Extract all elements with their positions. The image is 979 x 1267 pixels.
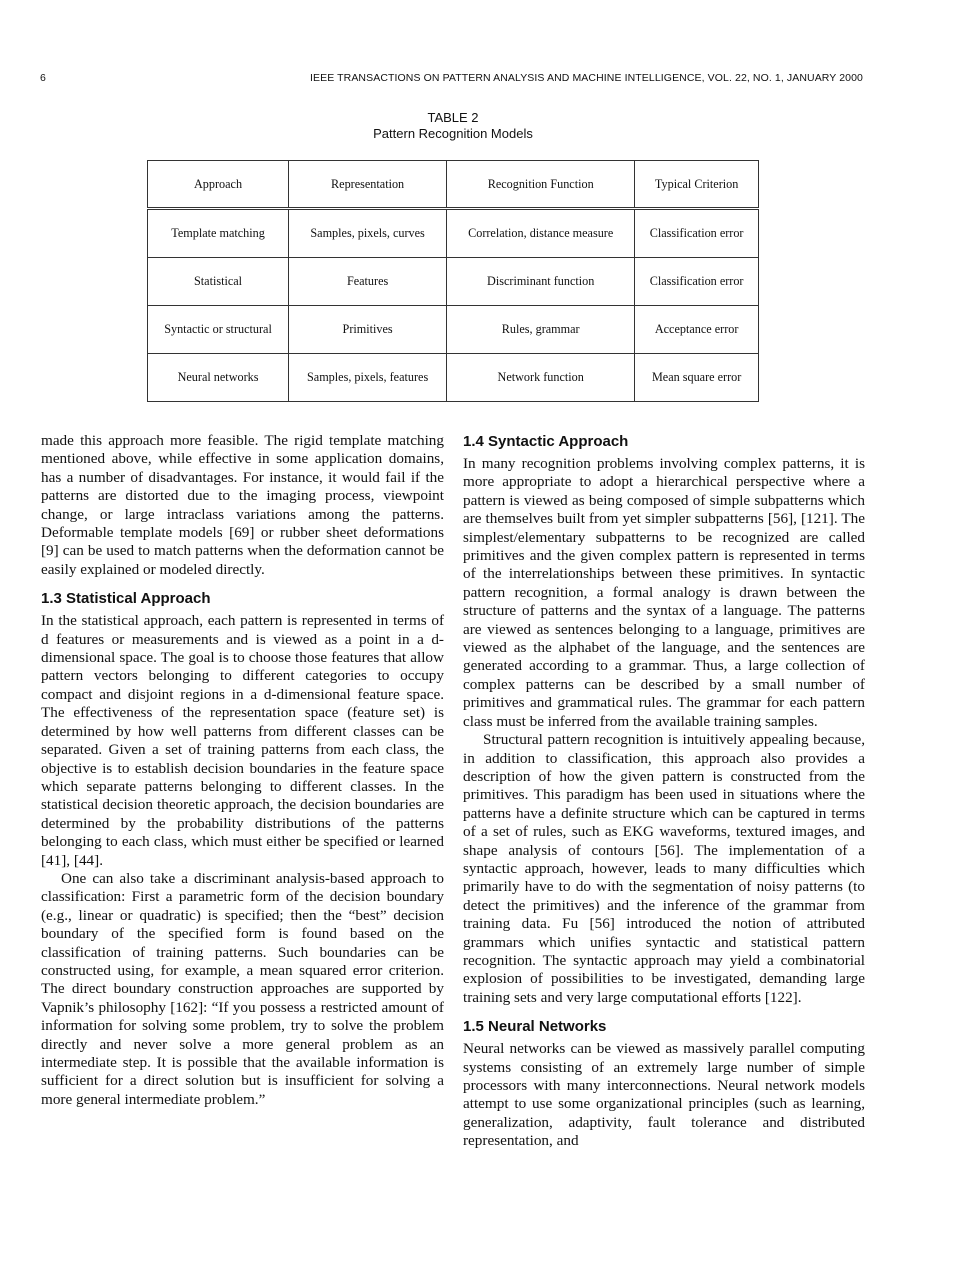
table-cell: Samples, pixels, features [289,354,447,402]
table-header-cell: Representation [289,161,447,209]
journal-header: IEEE TRANSACTIONS ON PATTERN ANALYSIS AND MACHINE INTELLIGENCE, VOL. 22, NO. 1, JANUARY 2000 [309,72,863,84]
table-cell: Discriminant function [447,258,635,306]
paragraph: Structural pattern recognition is intuitively appealing because, in addition to classification, this approach also provides a description of how the given pattern is constructed from the primitives. This paradigm has been used in situations where the patterns have a definite structure which can be captured in terms of a set of rules, such as EKG waveforms, textured images, and shape analysis of contours [56]. The implementation of a syntactic approach, however, leads to many difficulties which primarily have to do with the segmentation of noisy patterns (to detect the primitives) and the inference of the grammar from training data. Fu [56] introduced the notion of attributed grammars which unifies syntactic and statistical pattern recognition. The syntactic approach may yield a combinatorial explosion of possibilities to be investigated, demanding large training sets and very large computational efforts [122]. [463,731,865,1006]
table-cell: Rules, grammar [447,306,635,354]
table-row [148,209,759,258]
table-cell: Features [289,258,447,306]
paragraph: Neural networks can be viewed as massively parallel computing systems consisting of an extremely large number of simple processors with many interconnections. Neural network models attempt to use some organizational principles (such as learning, generalization, adaptivity, fault tolerance and distributed representation, and [463,1040,865,1150]
table-cell: Primitives [289,306,447,354]
page-number: 6 [40,72,46,84]
section-heading-statistical: 1.3 Statistical Approach [41,590,211,608]
table-caption [0,110,906,142]
running-header [40,72,863,88]
table-cell: Mean square error [635,354,759,402]
table-cell: Classification error [635,258,759,306]
paragraph: In many recognition problems involving complex patterns, it is more appropriate to adopt a hierarchical perspective where a pattern is viewed as being composed of simple subpatterns which are themselves built from yet simpler subpatterns [56], [121]. The simplest/elementary subpatterns to be recognized are called primitives and the given complex pattern is represented in terms of the interrelationships between these primitives. In syntactic pattern recognition, a formal analogy is drawn between the structure of patterns and the syntax of a language. The patterns are viewed as sentences belonging to a language, primitives are viewed as the alphabet of the language, and the sentences are generated according to a grammar. Thus, a large collection of complex patterns can be described by a small number of primitives and grammatical rules. The grammar for each pattern class must be inferred from the available training samples. [463,455,865,730]
table-cell: Acceptance error [635,306,759,354]
table-cell: Template matching [148,209,289,258]
table-title: Pattern Recognition Models [373,126,533,141]
table-cell: Samples, pixels, curves [289,209,447,258]
table-header-row [148,161,759,209]
left-column [41,432,444,1109]
table-row [148,258,759,306]
section-heading-neural-networks: 1.5 Neural Networks [463,1018,607,1036]
right-column [463,432,865,1151]
paragraph: One can also take a discriminant analysis-based approach to classification: First a parametric form of the decision boundary (e.g., linear or quadratic) is specified; then the “best” decision boundary of the specified form is found based on the classification of training patterns. Such boundaries can be constructed using, for example, a mean squared error criterion. The direct boundary construction approaches are supported by Vapnik’s philosophy [162]: “If you possess a restricted amount of information for solving some problem, try to solve the problem directly and never solve a more general problem as an intermediate step. It is possible that the available information is sufficient for a direct solution but is insufficient for solving a more general intermediate problem.” [41,869,444,1108]
table-cell: Network function [447,354,635,402]
table-header-cell: Approach [148,161,289,209]
table-row [148,354,759,402]
table-cell: Correlation, distance measure [447,209,635,258]
table-cell: Neural networks [148,354,289,402]
table-cell: Statistical [148,258,289,306]
section-heading-syntactic: 1.4 Syntactic Approach [463,433,629,450]
table-row [148,306,759,354]
table-cell: Syntactic or structural [148,306,289,354]
paragraph: made this approach more feasible. The rigid template matching mentioned above, while effective in some application domains, has a number of disadvantages. For instance, it would fail if the patterns are distorted due to the imaging process, viewpoint change, or large intraclass variations among the patterns. Deformable template models [69] or rubber sheet deformations [9] can be used to match patterns when the deformation cannot be easily explained or modeled directly. [41,432,444,578]
table-header-cell: Typical Criterion [635,161,759,209]
pattern-recognition-models-table [147,160,759,402]
paragraph: In the statistical approach, each pattern is represented in terms of d features or measurements and is viewed as a point in a d-dimensional space. The goal is to choose those features that allow pattern vectors belonging to different categories to occupy compact and disjoint regions in a d-dimensional feature space. The effectiveness of the representation space (feature set) is determined by how well patterns from different classes can be separated. Given a set of training patterns from each class, the objective is to establish decision boundaries in the feature space which separate patterns belonging to different classes. In the statistical decision theoretic approach, the decision boundaries are determined by the probability distributions of the patterns belonging to each class, which must either be specified or learned [41], [44]. [41,612,444,869]
table-header-cell: Recognition Function [447,161,635,209]
table-cell: Classification error [635,209,759,258]
table-label: TABLE 2 [427,110,479,125]
